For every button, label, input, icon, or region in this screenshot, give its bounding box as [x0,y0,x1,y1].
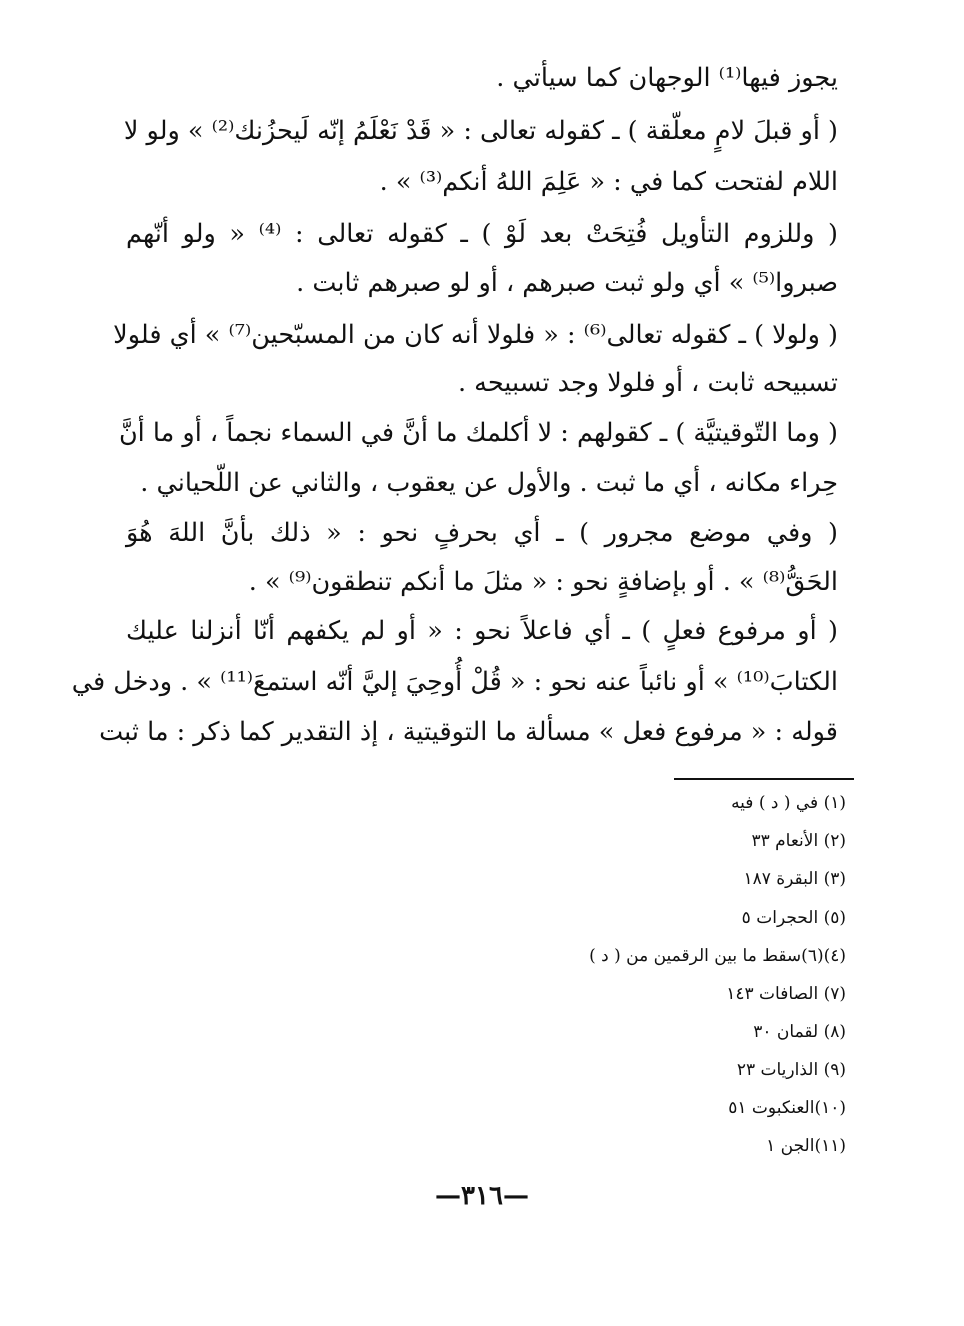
body-line-2: ( أو قبلَ لامٍ معلّقة ) ـ كقوله تعالى : « قَدْ نَعْلَمُ إنّه لَيحزُنك⁽²⁾ » ولو لا [123,116,838,146]
footnote-9: (٩) الذاريات ٢٣ [736,1060,846,1080]
body-line-10: ( وفي موضع مجرور ) ـ أي بحرفٍ نحو : « ذلك بأنَّ اللهَ هُوَ [126,518,838,548]
footnote-8: (٨) لقمان ٣٠ [753,1022,846,1042]
page-number: —٣١٦— [435,1181,529,1211]
footnote-3: (٣) البقرة ١٨٧ [743,869,846,889]
body-line-1: يجوز فيها⁽¹⁾ الوجهان كما سيأتي . [496,63,838,93]
body-line-6: ( ولولا ) ـ كقوله تعالى⁽⁶⁾ : « فلولا أنه كان من المسبّحين⁽⁷⁾ » أي فلولا [113,320,838,350]
footnote-10: (١٠)العنكبوت ٥١ [728,1098,846,1118]
body-line-9: حِراء مكانه ، أي ما ثبت . والأول عن يعقوب ، والثاني عن اللّحياني . [140,468,838,498]
body-line-11: الحَقُّ⁽⁸⁾ » . أو بإضافةٍ نحو : « مثلَ ما أنكم تنطقون⁽⁹⁾ » . [248,567,838,597]
footnote-7: (٧) الصافات ١٤٣ [726,984,846,1004]
body-line-4: ( وللزوم التأويل فُتِحَتْ بعد لَوْ ) ـ كقوله تعالى : ⁽⁴⁾ « ولو أنّهم [126,219,838,249]
footnote-11: (١١)الجن ١ [766,1136,846,1156]
body-line-8: ( وما التّوقيتيَّة ) ـ كقولهم : لا أكلمك ما أنَّ في السماء نجماً ، أو ما أنَّ [118,418,838,448]
body-line-13: الكتابَ⁽¹⁰⁾ » أو نائباً عنه نحو : « قُلْ أُوحِيَ إليَّ أنّه استمعَ⁽¹¹⁾ » . ودخل في [71,667,838,697]
footnote-1: (١) في ( د ) فيه [731,793,846,813]
footnote-4-6: (٤)(٦)سقط ما بين الرقمين من ( د ) [589,946,846,966]
body-line-5: صبروا⁽⁵⁾ » أي ولو ثبت صبرهم ، أو لو صبرهم ثابت . [296,268,838,298]
footnote-separator [674,778,854,780]
body-line-14: قوله : « مرفوع فعل » مسألة ما التوقيتية ، إذ التقدير كما ذكر : ما ثبت [99,717,838,747]
footnote-2: (٢) الأنعام ٣٣ [751,831,846,851]
body-line-7: تسبيحه ثابت ، أو فلولا وجد تسبيحه . [457,368,838,398]
footnote-5: (٥) الحجرات ٥ [741,908,846,928]
body-line-12: ( أو مرفوع فعلٍ ) ـ أي فاعلاً نحو : « أو لم يكفهم أنّا أنزلنا عليك [126,616,838,646]
body-line-3: اللام لفتحت كما في : « عَلِمَ اللهُ أنكم⁽³⁾ » . [379,167,838,197]
